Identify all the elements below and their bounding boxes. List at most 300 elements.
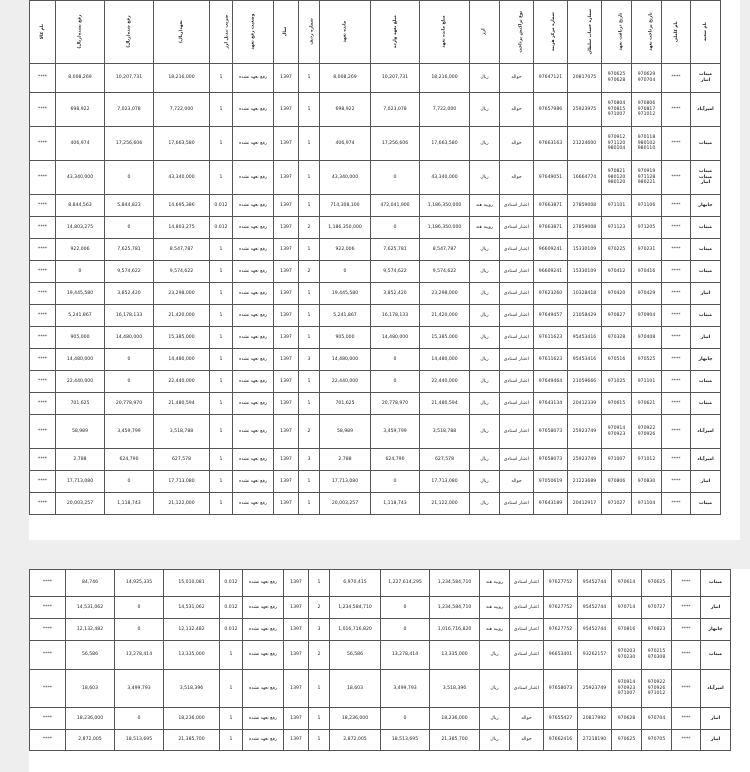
table-cell: ****: [662, 449, 691, 471]
table-cell: ****: [672, 619, 701, 641]
table-cell: 1: [309, 708, 330, 730]
table-cell: حواله: [500, 471, 534, 493]
table-cell: 43,340,000: [420, 161, 470, 195]
table-cell: 970203 970230: [612, 641, 642, 670]
table-row: [30, 493, 721, 515]
table-cell: روپیه هند: [470, 195, 500, 217]
table-cell: 1: [299, 493, 320, 515]
table-cell: میناب: [701, 570, 731, 597]
table-cell: 8,844,563: [56, 195, 105, 217]
table-cell: ****: [662, 349, 691, 371]
table-cell: ریال: [470, 415, 500, 449]
table-cell: ****: [30, 619, 66, 641]
table-cell: ریال: [470, 127, 500, 161]
table-cell: 3: [299, 349, 320, 371]
column-header: تاریخ پرداخت تعهد: [632, 1, 662, 64]
table-cell: 1397: [284, 570, 309, 597]
table-cell: 970625 970628: [602, 64, 632, 93]
table-cell: ریال: [470, 449, 500, 471]
table-cell: 10,207,731: [105, 64, 154, 93]
table-cell: 18,236,000: [430, 708, 480, 730]
table-cell: 27859008: [568, 195, 602, 217]
table-cell: روپیه هند: [480, 597, 510, 619]
table-cell: 25923975: [568, 93, 602, 127]
column-header: رفع نشده(ریال): [56, 1, 105, 64]
table-cell: ****: [30, 93, 56, 127]
table-cell: ****: [662, 371, 691, 393]
table-cell: 17,713,080: [56, 471, 105, 493]
table-cell: اعتبار اسنادی: [500, 217, 534, 239]
table-cell: 714,308,100: [320, 195, 371, 217]
column-header: مانده تعهد: [320, 1, 371, 64]
table-cell: اعتبار اسنادی: [510, 641, 544, 670]
table-cell: 3,499,793: [115, 670, 164, 708]
table-cell: 21,480,594: [420, 393, 470, 415]
table-cell: اعتبار اسنادی: [510, 670, 544, 708]
table-cell: ****: [672, 570, 701, 597]
table-cell: 2,788: [56, 449, 105, 471]
table-cell: 17,663,580: [420, 127, 470, 161]
table-cell: 21,385,700: [430, 730, 480, 751]
table-cell: 1: [220, 708, 243, 730]
table-row: [30, 305, 721, 327]
table-cell: 1397: [274, 349, 299, 371]
table-cell: 472,041,900: [371, 195, 420, 217]
table-cell: 3: [299, 449, 320, 471]
table-row: [30, 371, 721, 393]
table-cell: 1397: [274, 261, 299, 283]
table-cell: ریال: [470, 493, 500, 515]
table-cell: ****: [30, 641, 66, 670]
table-cell: 97663871: [534, 195, 568, 217]
table-cell: 1,186,350,000: [320, 217, 371, 239]
table-row: [30, 217, 721, 239]
table-cell: 970416: [632, 261, 662, 283]
column-header: ضریب تبدیل ارز: [210, 1, 233, 64]
table-cell: 14,531,062: [66, 597, 115, 619]
table-cell: 1397: [274, 449, 299, 471]
table-cell: ****: [672, 641, 701, 670]
table-cell: 970328: [602, 327, 632, 349]
table-cell: 10,207,731: [371, 64, 420, 93]
table-cell: ****: [30, 217, 56, 239]
table-cell: 970628: [612, 708, 642, 730]
table-cell: 1397: [284, 708, 309, 730]
table-cell: 971025: [602, 371, 632, 393]
table-cell: 970806 970817 971012: [632, 93, 662, 127]
table-cell: 0: [105, 371, 154, 393]
table-cell: 16,178,133: [105, 305, 154, 327]
table-cell: 1,118,743: [371, 493, 420, 515]
table-cell: رفع تعهد نشده: [233, 217, 274, 239]
table-cell: رفع تعهد نشده: [243, 641, 284, 670]
table-cell: 1: [299, 93, 320, 127]
table-row: [30, 239, 721, 261]
table-cell: 97655427: [544, 708, 578, 730]
table-cell: ****: [30, 195, 56, 217]
table-cell: رفع تعهد نشده: [233, 415, 274, 449]
table-cell: 1397: [274, 327, 299, 349]
column-header: رفع شده(ریال): [105, 1, 154, 64]
table-cell: 84,746: [66, 570, 115, 597]
table-cell: 13,335,000: [430, 641, 480, 670]
table-cell: اعتبار اسنادی: [500, 371, 534, 393]
table-cell: 970830: [632, 471, 662, 493]
table-cell: ****: [30, 161, 56, 195]
table-cell: 20817992: [578, 708, 612, 730]
table-cell: 1: [309, 730, 330, 751]
table-cell: 3,852,420: [371, 283, 420, 305]
table-cell: میناب میناب انبار: [691, 161, 721, 195]
table-cell: 21058429: [568, 305, 602, 327]
table-cell: اعتبار اسنادی: [510, 570, 544, 597]
table-cell: اعتبار اسنادی: [510, 619, 544, 641]
table-cell: 3,518,396: [164, 670, 220, 708]
table-cell: 18,513,695: [115, 730, 164, 751]
table-cell: رفع تعهد نشده: [243, 670, 284, 708]
table-cell: 1: [309, 570, 330, 597]
table-cell: 97649457: [534, 305, 568, 327]
table-cell: 43,340,000: [56, 161, 105, 195]
table-cell: ****: [662, 327, 691, 349]
table-cell: 21,122,000: [154, 493, 210, 515]
table-cell: روپیه هند: [470, 217, 500, 239]
table-cell: میناب: [691, 217, 721, 239]
table-cell: میناب: [691, 261, 721, 283]
table-cell: 971012: [632, 449, 662, 471]
table-cell: 6,970,415: [330, 570, 381, 597]
table-cell: 1397: [284, 730, 309, 751]
table-cell: 1397: [274, 93, 299, 127]
table-cell: 97658073: [534, 449, 568, 471]
table-cell: رفع تعهد نشده: [233, 64, 274, 93]
table-row: [30, 730, 731, 751]
table-cell: 1: [299, 327, 320, 349]
table-cell: 1397: [274, 415, 299, 449]
table-cell: ****: [662, 261, 691, 283]
table-cell: 970225: [602, 239, 632, 261]
table-cell: 971104: [632, 493, 662, 515]
table-row: [30, 641, 731, 670]
table-cell: 1: [210, 327, 233, 349]
table-cell: 18,216,000: [154, 64, 210, 93]
table-cell: ****: [662, 127, 691, 161]
table-cell: اعتبار اسنادی: [500, 195, 534, 217]
table-cell: 1397: [274, 393, 299, 415]
table-cell: 970914 970923 971007: [612, 670, 642, 708]
table-cell: 1397: [274, 305, 299, 327]
table-cell: 2,872,005: [66, 730, 115, 751]
table-cell: ریال: [470, 393, 500, 415]
table-cell: 95452744: [578, 570, 612, 597]
table-cell: 1: [210, 493, 233, 515]
table-cell: 14,480,000: [371, 327, 420, 349]
table-cell: 17,713,080: [320, 471, 371, 493]
table-cell: 14,531,062: [164, 597, 220, 619]
table-row: [30, 619, 731, 641]
table-cell: 1: [210, 415, 233, 449]
table-cell: 15,010,081: [164, 570, 220, 597]
table-cell: 0.012: [220, 619, 243, 641]
table-cell: رفع تعهد نشده: [233, 239, 274, 261]
table-cell: ****: [672, 597, 701, 619]
table-cell: ****: [662, 393, 691, 415]
table-cell: ریال: [470, 371, 500, 393]
table-cell: ****: [662, 471, 691, 493]
table-cell: 7,722,000: [420, 93, 470, 127]
table-cell: ****: [30, 327, 56, 349]
table-cell: 17,256,606: [371, 127, 420, 161]
table-cell: میناب: [691, 239, 721, 261]
table-cell: 406,974: [320, 127, 371, 161]
table-cell: 970714: [612, 597, 642, 619]
table-cell: ****: [672, 730, 701, 751]
table-row: [30, 349, 721, 371]
table-cell: 2,872,005: [330, 730, 381, 751]
table-cell: ****: [30, 64, 56, 93]
table-cell: 14,480,000: [105, 327, 154, 349]
table-cell: 22,440,000: [320, 371, 371, 393]
table-cell: 3,518,788: [420, 415, 470, 449]
table-cell: 3,459,799: [371, 415, 420, 449]
table-cell: اعتبار اسنادی: [500, 305, 534, 327]
table-cell: 971027: [602, 493, 632, 515]
table-cell: 3,852,420: [105, 283, 154, 305]
table-cell: 1397: [274, 283, 299, 305]
table-cell: رفع تعهد نشده: [233, 349, 274, 371]
table-cell: 698,922: [320, 93, 371, 127]
report-page-1: [29, 0, 740, 540]
table-cell: حواله: [500, 64, 534, 93]
table-row: [30, 195, 721, 217]
table-cell: 14,480,000: [420, 349, 470, 371]
table-cell: 970806: [602, 471, 632, 493]
table-cell: 1,186,350,000: [420, 217, 470, 239]
table-cell: 970621: [632, 393, 662, 415]
table-row: [30, 64, 721, 93]
commitments-table-2: [29, 569, 731, 751]
table-cell: 97649464: [534, 371, 568, 393]
table-cell: ****: [662, 161, 691, 195]
table-cell: اعتبار اسنادی: [500, 327, 534, 349]
table-cell: 21,420,000: [420, 305, 470, 327]
table-cell: 1397: [274, 217, 299, 239]
table-cell: 0: [371, 371, 420, 393]
table-cell: 19,445,580: [320, 283, 371, 305]
table-cell: 0: [105, 161, 154, 195]
table-cell: 56,586: [66, 641, 115, 670]
table-cell: 27859008: [568, 217, 602, 239]
table-cell: 1: [299, 371, 320, 393]
table-cell: 3: [309, 619, 330, 641]
table-cell: 17,713,080: [154, 471, 210, 493]
table-cell: 3,459,799: [105, 415, 154, 449]
table-cell: 1: [210, 349, 233, 371]
table-cell: 2: [299, 415, 320, 449]
table-cell: 624,790: [105, 449, 154, 471]
table-cell: 9,574,622: [105, 261, 154, 283]
table-cell: ****: [30, 371, 56, 393]
table-cell: چابهار: [701, 619, 731, 641]
table-row: [30, 161, 721, 195]
table-cell: 13,335,000: [164, 641, 220, 670]
table-cell: 7,023,078: [371, 93, 420, 127]
table-cell: ****: [662, 64, 691, 93]
table-cell: 922,006: [320, 239, 371, 261]
table-cell: ****: [30, 415, 56, 449]
table-header-row: [30, 1, 721, 64]
table-cell: 43,340,000: [320, 161, 371, 195]
table-cell: 14,480,000: [56, 349, 105, 371]
table-cell: ریال: [470, 161, 500, 195]
table-cell: 0: [115, 708, 164, 730]
table-cell: 23,298,000: [420, 283, 470, 305]
table-cell: 970922 970926: [632, 415, 662, 449]
table-cell: ****: [662, 239, 691, 261]
table-cell: 627,578: [154, 449, 210, 471]
table-cell: 970821 980120 980120: [602, 161, 632, 195]
table-cell: 16664774: [568, 161, 602, 195]
table-cell: 1397: [274, 239, 299, 261]
table-cell: چابهار: [691, 195, 721, 217]
table-cell: 922,006: [56, 239, 105, 261]
table-cell: ریال: [470, 261, 500, 283]
table-cell: ریال: [470, 305, 500, 327]
table-cell: 1,234,584,710: [330, 597, 381, 619]
table-cell: 1: [210, 93, 233, 127]
table-row: [30, 393, 721, 415]
table-cell: میناب: [701, 641, 731, 670]
table-cell: انبار: [691, 327, 721, 349]
table-cell: حواله: [510, 708, 544, 730]
table-cell: 14,803,275: [154, 217, 210, 239]
table-cell: 16,178,133: [371, 305, 420, 327]
table-cell: 5,844,823: [105, 195, 154, 217]
table-cell: 0: [105, 471, 154, 493]
table-cell: 627,578: [420, 449, 470, 471]
table-cell: 95453416: [568, 349, 602, 371]
table-cell: 0: [381, 708, 430, 730]
table-cell: ****: [30, 239, 56, 261]
table-cell: 970525: [632, 349, 662, 371]
table-cell: 12,132,482: [66, 619, 115, 641]
table-cell: حواله: [500, 161, 534, 195]
table-cell: اعتبار اسنادی: [500, 283, 534, 305]
table-cell: ****: [30, 283, 56, 305]
table-cell: 95452744: [578, 619, 612, 641]
table-cell: 25923749: [568, 415, 602, 449]
table-cell: چابهار: [691, 349, 721, 371]
table-cell: 1,016,716,820: [430, 619, 480, 641]
table-cell: اعتبار اسنادی: [500, 393, 534, 415]
column-header: سال: [274, 1, 299, 64]
table-cell: میناب: [691, 127, 721, 161]
column-header: تعهد(ریال): [154, 1, 210, 64]
table-cell: 1,227,614,295: [381, 570, 430, 597]
table-cell: رفع تعهد نشده: [233, 493, 274, 515]
table-cell: اعتبار اسنادی: [500, 261, 534, 283]
table-cell: 97643189: [534, 493, 568, 515]
table-cell: ریال: [480, 641, 510, 670]
table-cell: 20,778,970: [371, 393, 420, 415]
table-cell: 97663871: [534, 217, 568, 239]
table-cell: روپیه هند: [480, 570, 510, 597]
table-cell: 97627752: [544, 570, 578, 597]
table-cell: رفع تعهد نشده: [233, 93, 274, 127]
column-header: شماره حساب سلطان: [568, 1, 602, 64]
table-cell: 18,236,000: [164, 708, 220, 730]
table-cell: 1397: [274, 127, 299, 161]
table-cell: ****: [30, 708, 66, 730]
table-cell: 5,241,867: [56, 305, 105, 327]
table-cell: 97627752: [544, 619, 578, 641]
table-cell: 21223689: [568, 471, 602, 493]
table-cell: 97611623: [534, 327, 568, 349]
table-cell: ****: [30, 471, 56, 493]
table-cell: 15,385,000: [154, 327, 210, 349]
table-cell: 970804 970815 971007: [602, 93, 632, 127]
table-cell: 21059666: [568, 371, 602, 393]
table-cell: 1: [299, 393, 320, 415]
table-cell: ****: [672, 708, 701, 730]
column-header: شماره ردیف: [299, 1, 320, 64]
table-cell: 25923749: [578, 670, 612, 708]
table-cell: 93262157: [578, 641, 612, 670]
table-cell: ****: [30, 597, 66, 619]
table-cell: 27218190: [578, 730, 612, 751]
table-cell: 970816: [612, 619, 642, 641]
table-cell: ****: [662, 217, 691, 239]
table-cell: 1397: [274, 64, 299, 93]
table-cell: 8,547,787: [154, 239, 210, 261]
table-cell: ریال: [470, 471, 500, 493]
table-cell: 1,234,584,710: [430, 570, 480, 597]
table-cell: میناب: [691, 393, 721, 415]
table-cell: 8,008,269: [320, 64, 371, 93]
table-cell: 1,016,716,820: [330, 619, 381, 641]
table-cell: 97649051: [534, 161, 568, 195]
table-cell: 7,023,078: [105, 93, 154, 127]
table-cell: اعتبار اسنادی: [500, 239, 534, 261]
table-cell: 0: [381, 619, 430, 641]
table-cell: 1397: [274, 371, 299, 393]
table-cell: 12,132,482: [164, 619, 220, 641]
table-cell: ****: [662, 493, 691, 515]
table-cell: 15,385,000: [420, 327, 470, 349]
table-cell: 1: [210, 127, 233, 161]
table-cell: 1: [220, 641, 243, 670]
table-row: [30, 261, 721, 283]
table-cell: 970704: [642, 708, 672, 730]
table-cell: رفع تعهد نشده: [233, 283, 274, 305]
table-cell: 20,003,257: [320, 493, 371, 515]
table-cell: 21,420,000: [154, 305, 210, 327]
table-cell: 3,518,396: [430, 670, 480, 708]
table-cell: 970823: [642, 619, 672, 641]
table-cell: 14,695,386: [154, 195, 210, 217]
table-cell: رفع تعهد نشده: [233, 261, 274, 283]
table-cell: 1397: [284, 619, 309, 641]
table-cell: 20412339: [568, 393, 602, 415]
table-cell: 970118 980102 980110: [632, 127, 662, 161]
table-cell: 1397: [284, 641, 309, 670]
table-cell: 95452744: [578, 597, 612, 619]
table-cell: 3,518,788: [154, 415, 210, 449]
table-cell: ****: [30, 449, 56, 471]
table-cell: اعتبار اسنادی: [500, 349, 534, 371]
table-row: [30, 283, 721, 305]
table-cell: 970215 970308: [642, 641, 672, 670]
